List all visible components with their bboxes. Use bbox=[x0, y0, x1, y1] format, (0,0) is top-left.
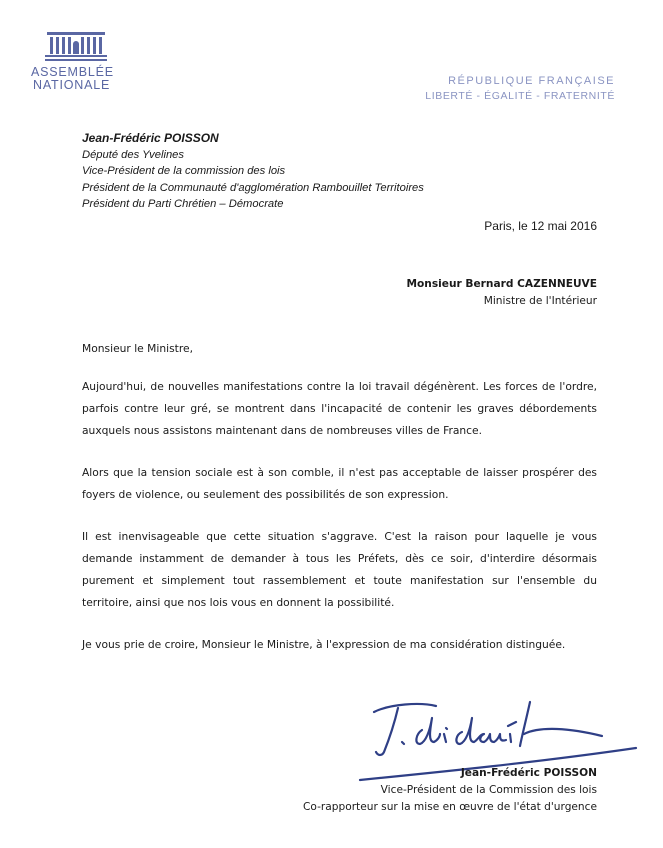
salutation: Monsieur le Ministre, bbox=[82, 342, 193, 355]
recipient-name: Monsieur Bernard CAZENNEUVE bbox=[406, 278, 597, 290]
signatory-title: Vice-Président de la Commission des lois bbox=[380, 784, 597, 796]
assemblee-nationale-logo bbox=[31, 32, 123, 92]
recipient-title: Ministre de l'Intérieur bbox=[483, 295, 597, 307]
letter-body bbox=[82, 338, 597, 676]
body-paragraph: Il est inenvisageable que cette situation s'aggrave. C'est la raison pour laquelle je vous demande instamment de demander à tous les Préfets, dès ce soir, d'interdire désormais purement et simplement tout rassemblement et toute manifestation sur l'ensemble du territoire, ainsi que nos lois vous en donnent la possibilité. bbox=[82, 530, 597, 609]
sender-block bbox=[82, 130, 424, 213]
sender-line: Député des Yvelines bbox=[82, 148, 184, 161]
letter-date: Paris, le 12 mai 2016 bbox=[484, 219, 597, 233]
sender-line: Vice-Président de la commission des lois bbox=[82, 165, 286, 177]
hemicycle-emblem-icon bbox=[45, 32, 107, 62]
recipient-block bbox=[406, 276, 597, 310]
signature-block bbox=[303, 765, 597, 816]
body-paragraph: Aujourd'hui, de nouvelles manifestations contre la loi travail dégénèrent. Les forces de l'ordre, parfois contre leur gré, se montrent dans l'incapacité de contenir les graves débordements auxquels nous assistons maintenant dans de nombreuses villes de France. bbox=[82, 380, 597, 437]
sender-name: Jean-Frédéric POISSON bbox=[82, 131, 219, 145]
republic-motto: LIBERTÉ - ÉGALITÉ - FRATERNITÉ bbox=[425, 90, 615, 102]
signatory-name: Jean-Frédéric POISSON bbox=[460, 767, 597, 779]
signatory-role: Co-rapporteur sur la mise en œuvre de l'état d'urgence bbox=[303, 801, 597, 813]
republic-header bbox=[425, 74, 615, 103]
logo-line-2: NATIONALE bbox=[33, 78, 111, 92]
logo-line-1: ASSEMBLÉE bbox=[31, 65, 114, 79]
closing-paragraph: Je vous prie de croire, Monsieur le Ministre, à l'expression de ma considération distinguée. bbox=[82, 638, 566, 651]
body-paragraph: Alors que la tension sociale est à son comble, il n'est pas acceptable de laisser prospérer des foyers de violence, ou seulement des possibilités de son expression. bbox=[82, 466, 597, 501]
sender-line: Président du Parti Chrétien – Démocrate bbox=[82, 198, 284, 210]
republic-title: RÉPUBLIQUE FRANÇAISE bbox=[448, 75, 615, 87]
sender-line: Président de la Communauté d'agglomération Rambouillet Territoires bbox=[82, 181, 424, 194]
